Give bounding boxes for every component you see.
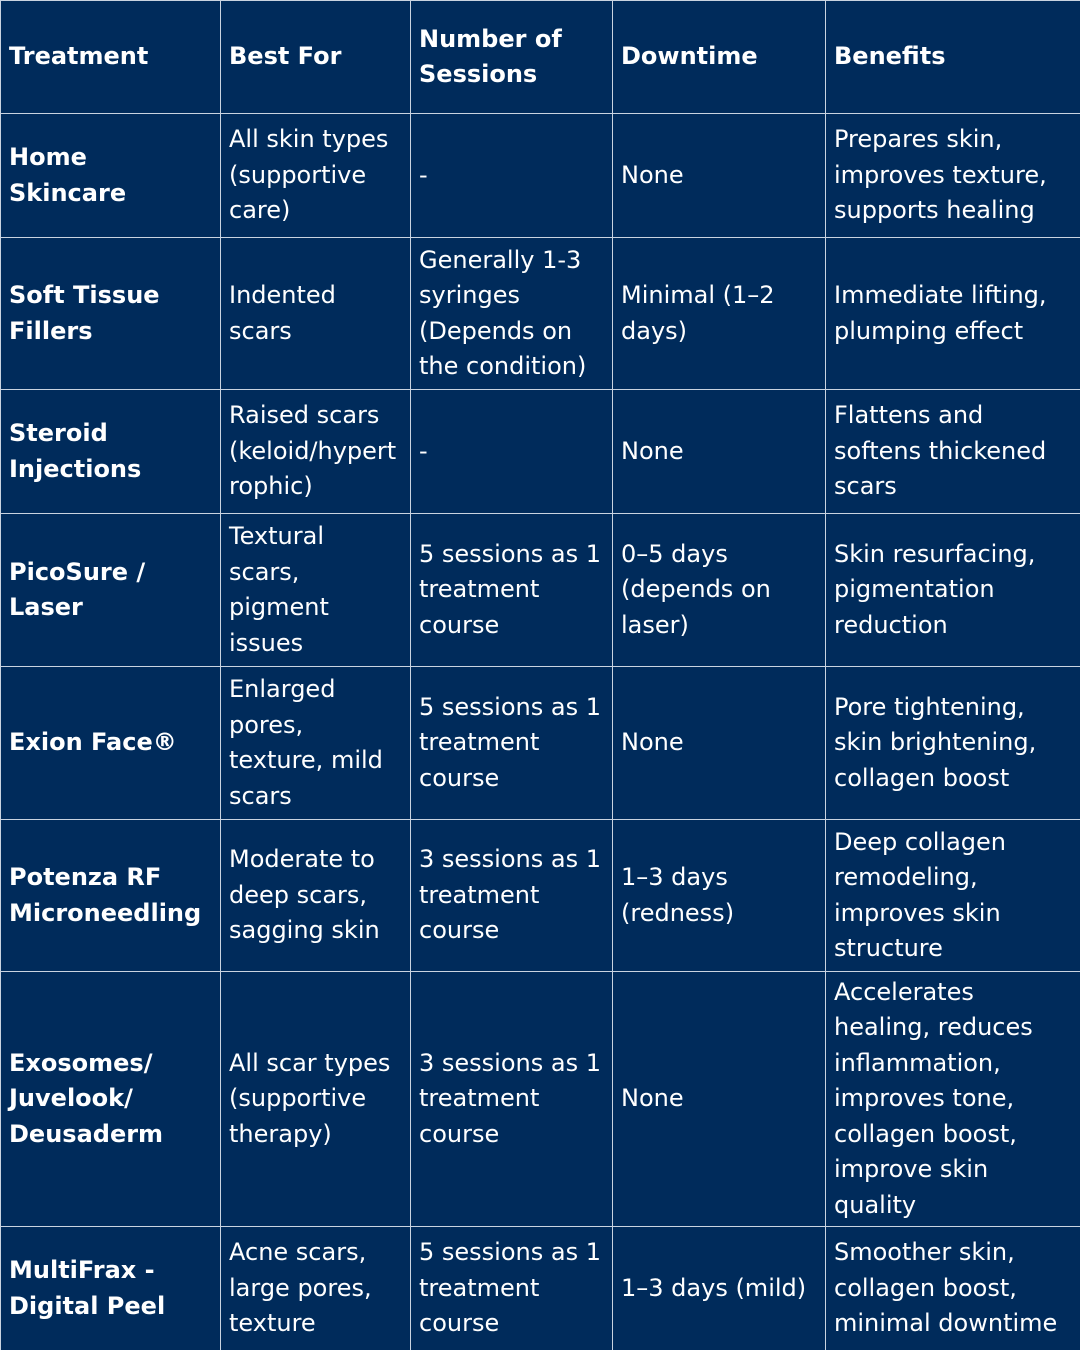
cell-downtime: 0–5 days (depends on laser)	[613, 514, 826, 667]
cell-best-for: Indented scars	[221, 238, 411, 390]
cell-treatment: Exion Face®	[1, 667, 221, 820]
cell-best-for: All skin types (supportive care)	[221, 114, 411, 238]
cell-downtime: None	[613, 390, 826, 514]
table-row	[1, 514, 1080, 667]
cell-benefits: Accelerates healing, reduces inflammation, improves tone, collagen boost, improve skin quality	[826, 972, 1080, 1227]
cell-sessions: 5 sessions as 1 treatment course	[411, 667, 613, 820]
cell-benefits: Skin resurfacing, pigmentation reduction	[826, 514, 1080, 667]
cell-downtime: None	[613, 972, 826, 1227]
cell-benefits: Deep collagen remodeling, improves skin structure	[826, 820, 1080, 972]
header-number-of-sessions: Number of Sessions	[411, 1, 613, 114]
cell-best-for: Enlarged pores, texture, mild scars	[221, 667, 411, 820]
cell-sessions: Generally 1-3 syringes (Depends on the condition)	[411, 238, 613, 390]
table-row	[1, 972, 1080, 1227]
cell-treatment: Exosomes/ Juvelook/ Deusaderm	[1, 972, 221, 1227]
table-row	[1, 667, 1080, 820]
cell-benefits: Smoother skin, collagen boost, minimal downtime	[826, 1227, 1080, 1350]
cell-downtime: Minimal (1–2 days)	[613, 238, 826, 390]
header-best-for: Best For	[221, 1, 411, 114]
table-row	[1, 390, 1080, 514]
header-downtime: Downtime	[613, 1, 826, 114]
cell-downtime: None	[613, 667, 826, 820]
cell-best-for: Raised scars (keloid/hypertrophic)	[221, 390, 411, 514]
cell-benefits: Pore tightening, skin brightening, collagen boost	[826, 667, 1080, 820]
cell-benefits: Flattens and softens thickened scars	[826, 390, 1080, 514]
cell-sessions: 3 sessions as 1 treatment course	[411, 820, 613, 972]
cell-treatment: Steroid Injections	[1, 390, 221, 514]
cell-best-for: Acne scars, large pores, texture	[221, 1227, 411, 1350]
header-row	[1, 1, 1080, 114]
table-row	[1, 238, 1080, 390]
cell-sessions: 3 sessions as 1 treatment course	[411, 972, 613, 1227]
cell-downtime: 1–3 days (redness)	[613, 820, 826, 972]
cell-best-for: Moderate to deep scars, sagging skin	[221, 820, 411, 972]
table-row	[1, 820, 1080, 972]
cell-downtime: None	[613, 114, 826, 238]
cell-downtime: 1–3 days (mild)	[613, 1227, 826, 1350]
cell-sessions: -	[411, 114, 613, 238]
header-treatment: Treatment	[1, 1, 221, 114]
cell-treatment: Soft Tissue Fillers	[1, 238, 221, 390]
cell-treatment: Home Skincare	[1, 114, 221, 238]
cell-benefits: Prepares skin, improves texture, supports healing	[826, 114, 1080, 238]
cell-best-for: Textural scars, pigment issues	[221, 514, 411, 667]
cell-best-for: All scar types (supportive therapy)	[221, 972, 411, 1227]
cell-treatment: Potenza RF Microneedling	[1, 820, 221, 972]
cell-sessions: 5 sessions as 1 treatment course	[411, 514, 613, 667]
table-row	[1, 1227, 1080, 1350]
cell-treatment: MultiFrax - Digital Peel	[1, 1227, 221, 1350]
cell-benefits: Immediate lifting, plumping effect	[826, 238, 1080, 390]
cell-sessions: -	[411, 390, 613, 514]
header-benefits: Benefits	[826, 1, 1080, 114]
cell-sessions: 5 sessions as 1 treatment course	[411, 1227, 613, 1350]
table-row	[1, 114, 1080, 238]
cell-treatment: PicoSure / Laser	[1, 514, 221, 667]
